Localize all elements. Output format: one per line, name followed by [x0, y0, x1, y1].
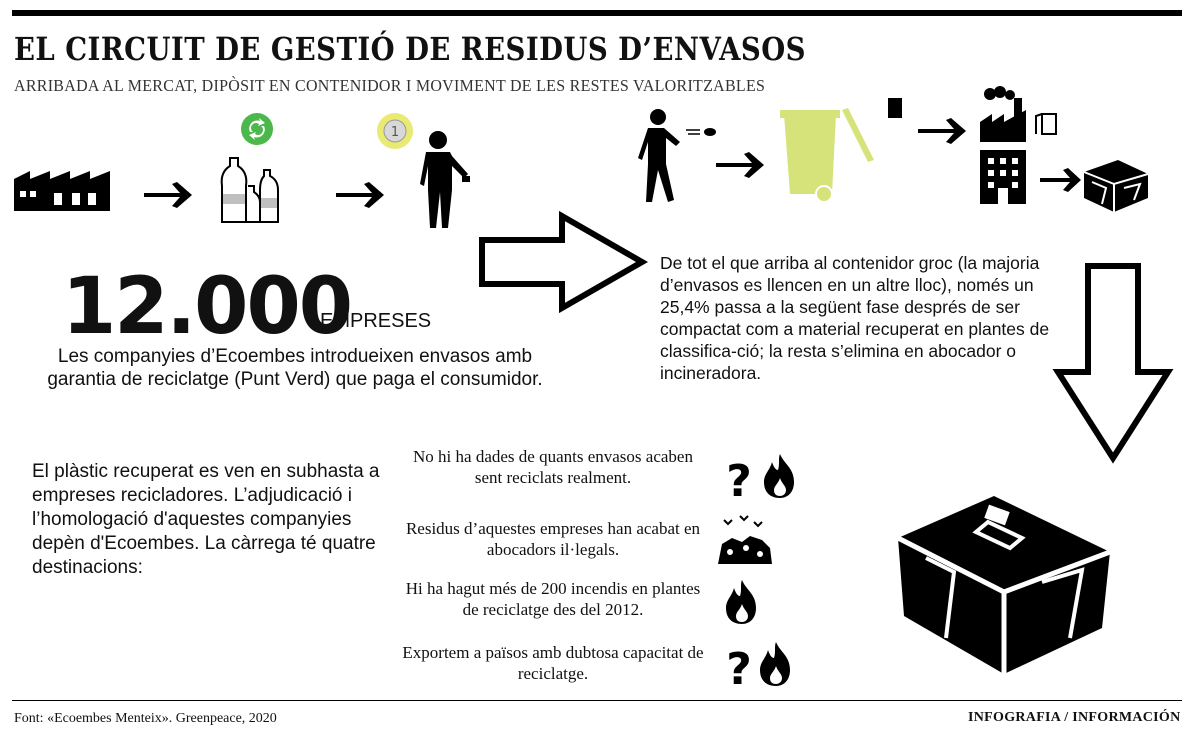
large-box-icon [892, 478, 1118, 678]
top-rule [12, 10, 1182, 16]
big-arrow-right-icon [478, 212, 646, 312]
page-title: EL CIRCUIT DE GESTIÓ DE RESIDUS D’ENVASOS [14, 30, 806, 68]
companies-description: Les companyies d’Ecoembes introdueixen envasos amb garantia de reciclatge (Punt Verd) que paga el consumidor. [47, 346, 543, 390]
fact-item-no-data: No hi ha dades de quants envasos acaben sent reciclats realment. [413, 447, 693, 487]
section-label: INFOGRAFIA / INFORMACIÓN [968, 710, 1181, 725]
arrow-right-icon [144, 182, 194, 208]
green-dot-recycle-icon [240, 112, 274, 146]
fire-icon [760, 452, 800, 500]
fact-item-exports: Exportem a països amb dubtosa capacitat de reciclatge. [402, 643, 704, 683]
bottom-rule [12, 700, 1182, 701]
question-mark-icon [724, 456, 754, 507]
person-throwing-icon [634, 108, 718, 204]
arrow-right-icon [1040, 168, 1082, 192]
fire-icon [756, 640, 796, 688]
auction-description: El plàstic recuperat es ven en subhasta a empreses recicladores. L’adjudicació i l’homologació d'aquestes companyies depèn d'Ecoembes. La càrrega té quatre destinacions: [32, 461, 380, 578]
yellow-container-icon [778, 104, 880, 206]
page-subtitle: ARRIBADA AL MERCAT, DIPÒSIT EN CONTENIDOR I MOVIMENT DE LES RESTES VALORITZABLES [14, 76, 766, 95]
euro-coin-icon [376, 112, 414, 150]
fact-item-illegal-landfills: Residus d’aquestes empreses han acabat en abocadors il·legals. [405, 519, 701, 559]
arrow-right-icon [336, 182, 386, 208]
arrow-right-icon [716, 152, 766, 178]
consumer-person-icon [418, 130, 472, 230]
bottles-icon [220, 156, 282, 226]
landfill-icon [716, 514, 774, 566]
container-description: De tot el que arriba al contenidor groc (la majoria d’envasos es llencen en un altre lloc), només un 25,4% passa a la següent fase després de ser compactat com a material recuperat en plantes de classifica-ció; la resta s’elimina en abocador o incineradora. [660, 253, 1050, 383]
factory-icon [14, 165, 114, 215]
svg-text:?: ? [726, 456, 752, 507]
small-block-icon [888, 98, 904, 120]
plant-factory-icon [976, 86, 1060, 144]
svg-text:1: 1 [390, 125, 400, 140]
building-icon [978, 148, 1028, 206]
companies-unit: EMPRESES [320, 310, 432, 332]
small-box-icon [1082, 158, 1150, 214]
svg-text:?: ? [726, 644, 752, 695]
fire-icon [722, 578, 762, 626]
fact-item-fires: Hi ha hagut més de 200 incendis en plantes de reciclatge des del 2012. [405, 579, 701, 619]
question-mark-icon [724, 644, 754, 695]
companies-count: 12.000 [62, 262, 351, 352]
arrow-right-icon [918, 118, 968, 144]
source-credit: Font: «Ecoembes Menteix». Greenpeace, 2020 [14, 711, 277, 726]
big-arrow-down-icon [1054, 262, 1172, 462]
